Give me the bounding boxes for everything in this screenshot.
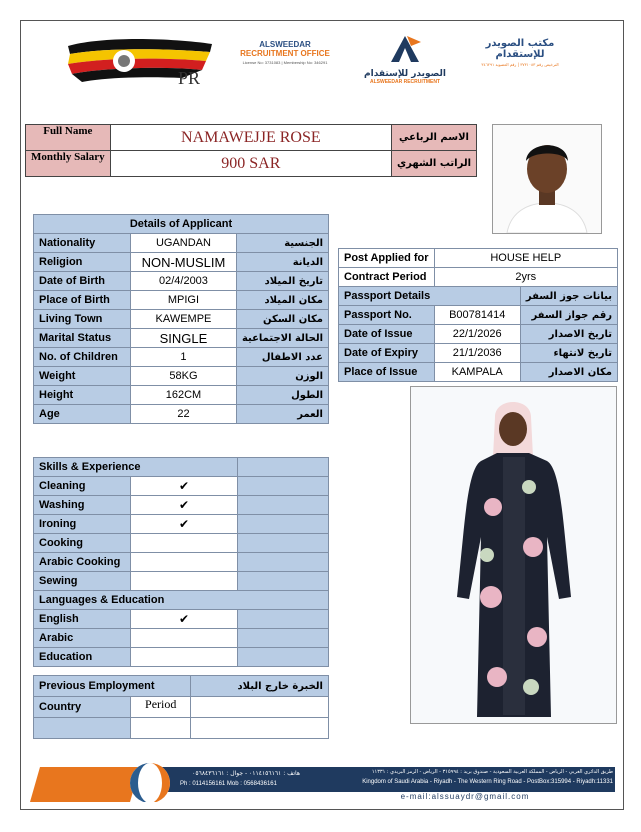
office-ar-logo	[460, 38, 580, 67]
details-label: Place of Birth	[34, 291, 131, 310]
skill-label: Education	[34, 648, 131, 667]
passport-title-ar: بيانات جوز السفر	[520, 287, 617, 306]
post-row	[339, 268, 618, 287]
details-value: 02/4/2003	[130, 272, 236, 291]
details-row	[34, 348, 329, 367]
passport-label: Passport No.	[339, 306, 435, 325]
details-table	[33, 214, 329, 424]
post-label: Post Applied for	[339, 249, 435, 268]
passport-row	[339, 363, 618, 382]
skill-label: Washing	[34, 496, 131, 515]
details-value: 22	[130, 405, 236, 424]
post-row	[339, 249, 618, 268]
identity-table	[25, 124, 477, 177]
details-label: Date of Birth	[34, 272, 131, 291]
passport-label: Place of Issue	[339, 363, 435, 382]
skill-label: Arabic	[34, 629, 131, 648]
employment-title-ar: الخبرة خارج البلاد	[191, 676, 329, 697]
passport-row	[339, 306, 618, 325]
passport-value: KAMPALA	[434, 363, 520, 382]
full-name-ar: الاسم الرباعي	[392, 125, 477, 151]
skills-table	[33, 457, 329, 667]
details-row	[34, 310, 329, 329]
passport-title: Passport Details	[339, 287, 521, 306]
details-row	[34, 272, 329, 291]
skills-title: Skills & Experience	[34, 458, 238, 477]
post-label: Contract Period	[339, 268, 435, 287]
skill-check-icon: ✔	[131, 515, 237, 534]
details-ar: الوزن	[236, 367, 328, 386]
passport-row	[339, 325, 618, 344]
details-label: No. of Children	[34, 348, 131, 367]
skill-check-icon: ✔	[131, 610, 237, 629]
skill-check-icon: ✔	[131, 477, 237, 496]
details-ar: الديانة	[236, 253, 328, 272]
skill-label: Sewing	[34, 572, 131, 591]
office-en-center: ALSWEEDAR RECRUITMENT	[370, 79, 440, 85]
country-label: Country	[34, 697, 131, 718]
skill-check-icon	[131, 629, 237, 648]
details-title: Details of Applicant	[34, 215, 329, 234]
skill-row	[34, 496, 329, 515]
passport-row	[339, 344, 618, 363]
applicant-full-photo	[410, 386, 617, 724]
a-logo-icon	[385, 34, 425, 64]
skill-label: Ironing	[34, 515, 131, 534]
details-row	[34, 234, 329, 253]
footer-banner	[30, 757, 615, 802]
skill-label: English	[34, 610, 131, 629]
skill-row	[34, 648, 329, 667]
passport-ar: تاريخ لانتهاء	[520, 344, 617, 363]
details-label: Age	[34, 405, 131, 424]
office-ar-right: مكتب الصويدر للإستقدام	[485, 38, 555, 60]
skill-check-icon	[131, 553, 237, 572]
office-en-line2: RECRUITMENT OFFICE	[240, 49, 330, 58]
details-ar: تاريخ الميلاد	[236, 272, 328, 291]
details-value: NON-MUSLIM	[130, 253, 236, 272]
details-row	[34, 367, 329, 386]
employment-table	[33, 675, 329, 739]
skill-row	[34, 629, 329, 648]
office-en-small: License No: 3731083 | Membership No: 346291	[242, 60, 328, 65]
passport-ar: رقم جواز السفر	[520, 306, 617, 325]
full-name-label: Full Name	[26, 125, 111, 151]
details-ar: العمر	[236, 405, 328, 424]
passport-ar: مكان الاصدار	[520, 363, 617, 382]
skill-label: Cooking	[34, 534, 131, 553]
skill-check-icon: ✔	[131, 496, 237, 515]
skill-label: Cleaning	[34, 477, 131, 496]
details-row	[34, 386, 329, 405]
details-value: 58KG	[130, 367, 236, 386]
details-value: SINGLE	[130, 329, 236, 348]
details-label: Marital Status	[34, 329, 131, 348]
details-label: Height	[34, 386, 131, 405]
applicant-headshot	[492, 124, 602, 234]
details-value: KAWEMPE	[130, 310, 236, 329]
details-row	[34, 329, 329, 348]
details-row	[34, 291, 329, 310]
footer-en-phone: Ph : 0114156161 Mob : 0568436161	[180, 781, 277, 787]
office-en-line1: ALSWEEDAR	[259, 40, 311, 49]
post-value: HOUSE HELP	[434, 249, 617, 268]
period-label: Period	[131, 697, 191, 718]
passport-label: Date of Issue	[339, 325, 435, 344]
footer-ar-address: طريق الدائري الغربي - الرياض - المملكة العربية السعودية - صندوق بريد : ٣١٥٩٩٤ - الرياض - الرمز البريدي : ١١٣٣١	[371, 769, 613, 775]
details-ar: عدد الاطفال	[236, 348, 328, 367]
office-ar-small: الترخيص رقم ٣٧٣١٠٨٣ | رقم العضوية ٣٤٦٢٩١	[481, 62, 559, 67]
skill-row	[34, 553, 329, 572]
skill-check-icon	[131, 534, 237, 553]
employment-title: Previous Employment	[34, 676, 191, 697]
skill-row	[34, 534, 329, 553]
skill-check-icon	[131, 648, 237, 667]
center-logo	[362, 34, 448, 85]
skill-row	[34, 610, 329, 629]
salary-ar: الراتب الشهري	[392, 151, 477, 177]
office-en-logo	[230, 40, 340, 65]
details-ar: الطول	[236, 386, 328, 405]
full-name-value: NAMAWEJJE ROSE	[110, 125, 391, 151]
details-row	[34, 405, 329, 424]
pr-initials: PR	[178, 68, 201, 88]
details-value: 1	[130, 348, 236, 367]
skill-check-icon	[131, 572, 237, 591]
details-label: Living Town	[34, 310, 131, 329]
office-ar-center: الصويدر للإستقدام	[364, 69, 446, 79]
skill-label: Arabic Cooking	[34, 553, 131, 572]
footer-email[interactable]: e-mail:alssuaydr@gmail.com	[400, 792, 530, 801]
skill-row	[34, 477, 329, 496]
languages-title: Languages & Education	[34, 591, 329, 610]
salary-label: Monthly Salary	[26, 151, 111, 177]
details-value: 162CM	[130, 386, 236, 405]
passport-value: B00781414	[434, 306, 520, 325]
passport-value: 21/1/2036	[434, 344, 520, 363]
footer-ar-phone: هاتف : ٠١١٤١٥٦١٦١ - جوال : ٠٥٦٨٤٣٦١٦١	[192, 770, 300, 777]
details-value: MPIGI	[130, 291, 236, 310]
passport-ar: تاريخ الاصدار	[520, 325, 617, 344]
details-label: Weight	[34, 367, 131, 386]
details-ar: الجنسية	[236, 234, 328, 253]
passport-label: Date of Expiry	[339, 344, 435, 363]
details-label: Religion	[34, 253, 131, 272]
footer-en-address: Kingdom of Saudi Arabia - Riyadh - The Western Ring Road - PostBox:315994 - Riyadh:11331	[362, 779, 613, 785]
details-value: UGANDAN	[130, 234, 236, 253]
skill-row	[34, 515, 329, 534]
details-ar: مكان السكن	[236, 310, 328, 329]
details-row	[34, 253, 329, 272]
details-ar: مكان الميلاد	[236, 291, 328, 310]
details-label: Nationality	[34, 234, 131, 253]
salary-value: 900 SAR	[110, 151, 391, 177]
details-ar: الحالة الاجتماعية	[236, 329, 328, 348]
passport-value: 22/1/2026	[434, 325, 520, 344]
post-table	[338, 248, 618, 382]
post-value: 2yrs	[434, 268, 617, 287]
skill-row	[34, 572, 329, 591]
